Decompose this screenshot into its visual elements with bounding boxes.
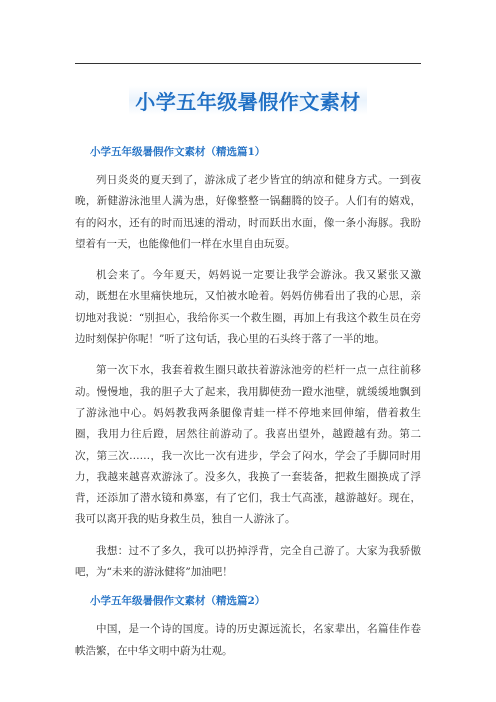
paragraph: 列日炎炎的夏天到了，游泳成了老少皆宜的纳凉和健身方式。一到夜晚，新健游泳池里人满为患，好像整整一锅翻腾的饺子。人们有的嬉戏，有的闷水，还有的时而迅速的滑动，时而跃出水面，像一条小海豚。我盼望着有一天，也能像他们一样在水里自由玩耍。 <box>75 174 421 250</box>
header-rule <box>75 63 421 64</box>
section-heading: 小学五年级暑假作文素材（精选篇2） <box>90 595 266 608</box>
document-title <box>75 86 421 115</box>
document-title-text: 小学五年级暑假作文素材 <box>129 86 367 115</box>
section-heading: 小学五年级暑假作文素材（精选篇1） <box>90 146 266 158</box>
paragraph: 中国，是一个诗的国度。诗的历史源远流长，名家辈出，名篇佳作卷帙浩繁，在中华文明中蔚为壮观。 <box>75 623 421 657</box>
document-body <box>75 144 421 672</box>
paragraph: 我想：过不了多久，我可以扔掉浮背，完全自己游了。大家为我骄傲吧，为“未来的游泳健将”加油吧！ <box>75 544 421 579</box>
paragraph: 第一次下水，我套着救生圈只敢扶着游泳池旁的栏杆一点一点往前移动。慢慢地，我的胆子大了起来，我用脚使劲一蹬水池壁，就缓缓地飘到了游泳池中心。妈妈教我两条腿像青蛙一样不停地来回伸缩，借着救生圈，我用力往后蹬，居然往前游动了。我喜出望外，越蹬越有劲。第二次，第三次……，我一次比一次有进步，学会了闷水，学会了手脚同时用力，我越来越喜欢游泳了。没多久，我换了一套装备，把救生圈换成了浮背，还添加了潜水镜和鼻塞，有了它们，我士气高涨，越游越好。现在，我可以离开我的贴身救生员，独自一人游泳了。 <box>75 364 421 526</box>
paragraph: 机会来了。今年夏天，妈妈说一定要让我学会游泳。我又紧张又激动，既想在水里痛快地玩，又怕被水呛着。妈妈仿佛看出了我的心思，亲切地对我说：“别担心，我给你买一个救生圈，再加上有我这个救生员在旁边时刻保护你呢！”听了这句话，我心里的石头终于落了一半的地。 <box>75 269 421 346</box>
